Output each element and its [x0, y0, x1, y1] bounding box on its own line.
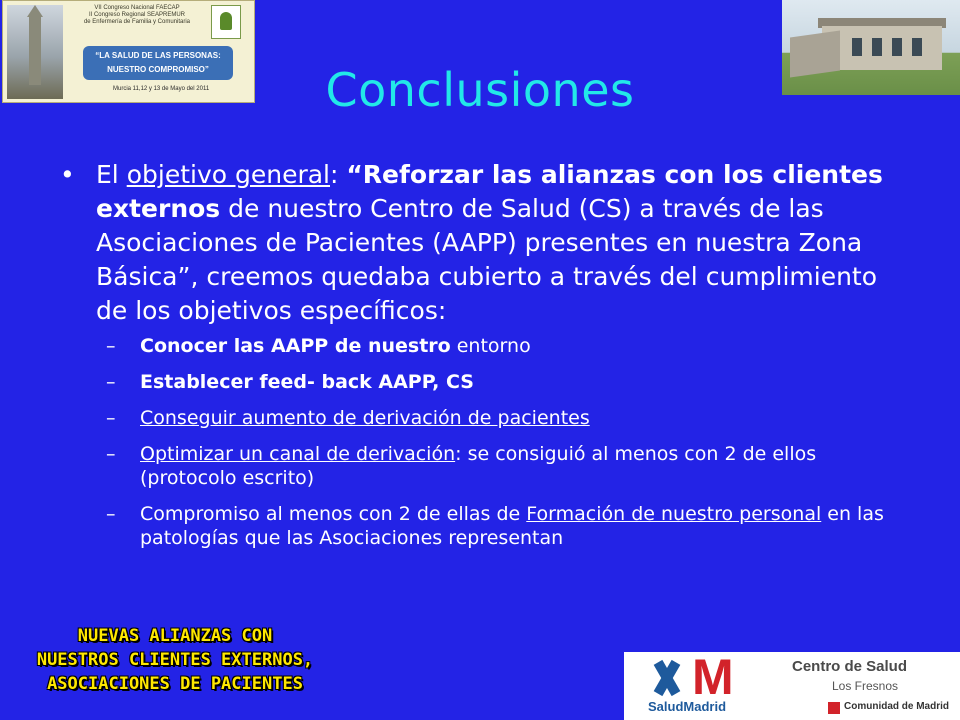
slide-body — [60, 158, 900, 562]
region-name: Comunidad de Madrid — [844, 701, 949, 712]
sub-bold: Establecer feed- back AAPP, CS — [140, 371, 474, 393]
sub-underline: Conseguir aumento de derivación de pacientes — [140, 407, 590, 429]
salud-madrid-logo — [624, 652, 960, 720]
center-location: Los Fresnos — [832, 679, 899, 693]
sub-dash: – — [106, 335, 116, 357]
footer-banner — [0, 624, 350, 696]
footer-line-3: ASOCIACIONES DE PACIENTES — [47, 674, 303, 694]
salud-madrid-cross-icon — [650, 660, 684, 696]
motto-line-1: “LA SALUD DE LAS PERSONAS: — [95, 51, 221, 60]
sub-bold: Conocer las AAPP de nuestro — [140, 335, 451, 357]
congress-dates: Murcia 11,12 y 13 de Mayo del 2011 — [113, 86, 210, 92]
comunidad-flag-icon — [828, 702, 840, 714]
objective-label: objetivo general — [126, 160, 330, 189]
sub-item — [60, 502, 900, 550]
objective-quote-rest: de nuestro Centro de Salud (CS) a través de las Asociaciones de Pacientes (AAPP) presentes en nuestra Zona Básica”, creemos quedaba cubierto a través del cumplimiento de los objetivos específicos: — [96, 194, 878, 325]
sub-prefix: Compromiso al menos con 2 de ellas de — [140, 503, 527, 525]
congress-emblem-icon — [211, 5, 241, 39]
sub-list — [60, 334, 900, 550]
bullet-colon: : — [330, 160, 347, 189]
sub-dash: – — [106, 371, 116, 393]
congress-line-3: de Enfermería de Familia y Comunitaria — [83, 19, 191, 25]
bullet-marker: • — [60, 160, 75, 189]
bullet-prefix: El — [96, 160, 127, 189]
sub-item — [60, 406, 900, 430]
sub-rest: en las patologías que las Asociaciones representan — [140, 503, 884, 549]
brand-text: SaludMadrid — [648, 699, 727, 714]
congress-line-1: VII Congreso Nacional FAECAP — [94, 5, 180, 11]
sub-underline: Optimizar un canal de derivación — [140, 443, 456, 465]
center-name: Centro de Salud — [792, 658, 908, 675]
sub-item — [60, 442, 900, 490]
congress-header — [67, 5, 207, 26]
motto-line-2: NUESTRO COMPROMISO” — [107, 65, 209, 74]
sub-rest: : se consiguió al menos con 2 de ellos (protocolo escrito) — [140, 443, 817, 489]
sub-dash: – — [106, 503, 116, 525]
main-bullet — [60, 158, 900, 328]
slide-title: Conclusiones — [325, 63, 635, 117]
sub-dash: – — [106, 407, 116, 429]
sub-rest: entorno — [450, 335, 531, 357]
sub-item — [60, 370, 900, 394]
footer-line-2: NUESTROS CLIENTES EXTERNOS, — [36, 650, 314, 670]
footer-line-1: NUEVAS ALIANZAS CON — [77, 626, 273, 646]
congress-line-2: II Congreso Regional SEAPREMUR — [88, 12, 186, 18]
sub-item — [60, 334, 900, 358]
objective-quote-bold: “Reforzar las alianzas con los clientes externos — [96, 160, 883, 223]
sub-underline: Formación de nuestro personal — [526, 503, 822, 525]
sub-dash: – — [106, 443, 116, 465]
brand-letter: M — [692, 652, 734, 705]
